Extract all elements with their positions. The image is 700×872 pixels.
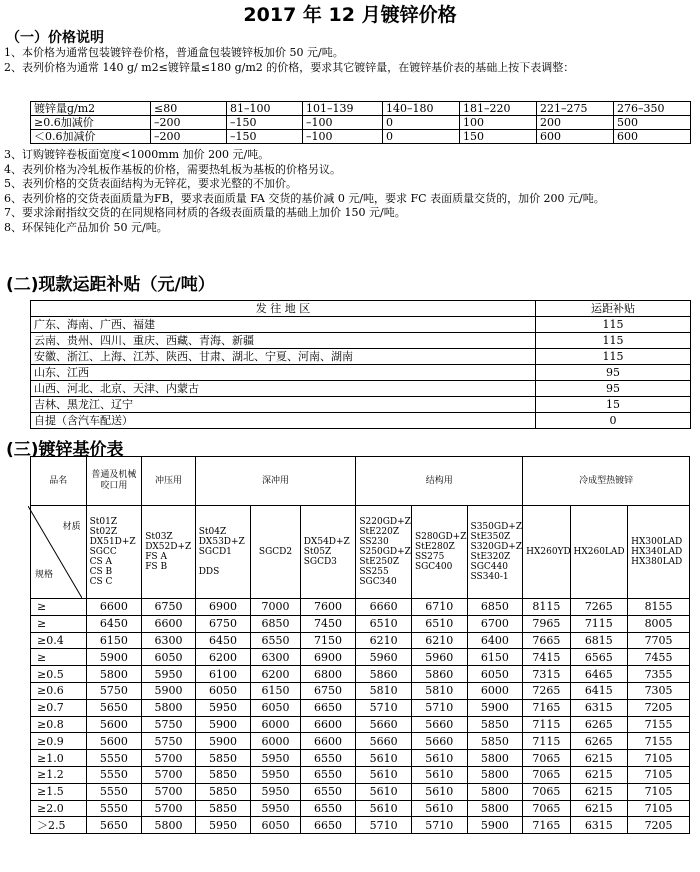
note-5: 5、表列价格的交货表面结构为无锌花，要求光整的不加价。 — [4, 177, 297, 190]
table-cell: 15 — [536, 397, 691, 413]
price-cell: 6050 — [251, 817, 300, 834]
price-cell: 5660 — [356, 716, 412, 733]
table-cell: 95 — [536, 365, 691, 381]
table-row — [31, 817, 690, 834]
price-cell: 7155 — [628, 733, 690, 750]
spec-cell: ≥0.4 — [31, 632, 87, 649]
price-cell: 5850 — [467, 733, 523, 750]
note-2: 2、表列价格为通常 140 g/ m2≤镀锌量≤180 g/m2 的价格，要求其它镀锌量，在镀锌基价表的基础上按下表调整： — [4, 60, 575, 74]
price-cell: 5660 — [411, 733, 467, 750]
price-cell: 5610 — [411, 783, 467, 800]
note-7: 7、要求涂耐指纹交货的在同规格同材质的各级表面质量的基础上加价 150 元/吨。 — [4, 206, 406, 219]
price-cell: 7065 — [523, 766, 570, 783]
price-cell: 5710 — [411, 699, 467, 716]
table-cell: 101–139 — [303, 102, 383, 116]
price-cell: 6550 — [300, 800, 356, 817]
price-cell: 8115 — [523, 599, 570, 616]
price-cell: 6550 — [251, 632, 300, 649]
price-cell: 7105 — [628, 783, 690, 800]
note-1: 1、本价格为通常包装镀锌卷价格，普通盒包装镀锌板加价 50 元/吨。 — [4, 46, 344, 59]
price-cell: 5710 — [411, 817, 467, 834]
table-header-row — [31, 457, 690, 506]
material-grade-row — [31, 506, 690, 599]
table-cell: –150 — [227, 116, 303, 130]
price-cell: 7665 — [523, 632, 570, 649]
price-cell: 7965 — [523, 615, 570, 632]
cold-forming-header: 冷成型热镀锌 — [523, 457, 690, 506]
price-cell: 5900 — [467, 817, 523, 834]
spec-cell: ≥0.5 — [31, 666, 87, 683]
table-row — [31, 632, 690, 649]
price-cell: 6150 — [467, 649, 523, 666]
grade-cell: DX54D+Z St05Z SGCD3 — [300, 506, 356, 599]
price-cell: 5950 — [251, 750, 300, 767]
price-cell: 5900 — [467, 699, 523, 716]
table-cell: –150 — [227, 130, 303, 144]
price-cell: 7105 — [628, 800, 690, 817]
price-cell: 5950 — [195, 817, 251, 834]
price-cell: 6300 — [142, 632, 196, 649]
price-cell: 5900 — [142, 682, 196, 699]
price-cell: 5850 — [195, 783, 251, 800]
price-cell: 6000 — [251, 716, 300, 733]
price-cell: 5750 — [86, 682, 142, 699]
price-cell: 6000 — [251, 733, 300, 750]
table-cell: 云南、贵州、四川、重庆、西藏、青海、新疆 — [31, 333, 536, 349]
price-cell: 5800 — [467, 783, 523, 800]
price-cell: 5800 — [142, 817, 196, 834]
price-cell: 6600 — [86, 599, 142, 616]
price-cell: 7115 — [523, 716, 570, 733]
material-spec-corner — [31, 506, 87, 599]
price-cell: 7415 — [523, 649, 570, 666]
price-cell: 6850 — [251, 615, 300, 632]
price-cell: 5800 — [467, 800, 523, 817]
galvanized-base-price-table — [30, 456, 690, 834]
table-row — [31, 599, 690, 616]
price-cell: 6600 — [300, 716, 356, 733]
note-6: 6、表列价格的交货表面质量为FB，要求表面质量 FA 交货的基价减 0 元/吨，要求 FC 表面质量交货的，加价 200 元/吨。 — [4, 191, 605, 205]
price-cell: 5850 — [195, 800, 251, 817]
price-cell: 5900 — [86, 649, 142, 666]
table-header-row — [31, 102, 691, 116]
price-cell: 5810 — [356, 682, 412, 699]
table-row — [31, 116, 691, 130]
price-cell: 6900 — [300, 649, 356, 666]
table-header-row — [31, 301, 691, 317]
price-cell: 6510 — [411, 615, 467, 632]
table-cell: 276–350 — [614, 102, 691, 116]
price-cell: 6000 — [467, 682, 523, 699]
price-cell: 6700 — [467, 615, 523, 632]
table-cell: 600 — [537, 130, 614, 144]
price-cell: 6200 — [195, 649, 251, 666]
price-cell: 5850 — [467, 716, 523, 733]
price-cell: 6215 — [570, 750, 628, 767]
grade-cell: SGCD2 — [251, 506, 300, 599]
price-cell: 6210 — [356, 632, 412, 649]
section1-notes-after — [4, 148, 694, 235]
price-cell: 6550 — [300, 766, 356, 783]
grade-cell: S220GD+Z StE220Z SS230 S250GD+Z StE250Z SS255 SGC340 — [356, 506, 412, 599]
table-cell: 115 — [536, 349, 691, 365]
price-cell: 5610 — [356, 766, 412, 783]
section2-heading: (二)现款运距补贴（元/吨） — [6, 275, 215, 295]
table-row — [31, 649, 690, 666]
stamping-header: 冲压用 — [142, 457, 196, 506]
price-cell: 5750 — [142, 733, 196, 750]
price-cell: 6050 — [467, 666, 523, 683]
price-cell: 5650 — [86, 817, 142, 834]
price-cell: 6200 — [251, 666, 300, 683]
price-cell: 6650 — [300, 817, 356, 834]
price-cell: 6450 — [86, 615, 142, 632]
price-cell: 7315 — [523, 666, 570, 683]
section3-heading: (三)镀锌基价表 — [6, 440, 124, 460]
table-cell: 95 — [536, 381, 691, 397]
price-cell: 7305 — [628, 682, 690, 699]
price-cell: 7155 — [628, 716, 690, 733]
grade-cell: St04Z DX53D+Z SGCD1 DDS — [195, 506, 251, 599]
table-cell: 150 — [460, 130, 537, 144]
price-cell: 6750 — [300, 682, 356, 699]
table-row — [31, 381, 691, 397]
grade-cell: S350GD+Z StE350Z S320GD+Z StE320Z SGC440 SS340-1 — [467, 506, 523, 599]
table-cell: 0 — [536, 413, 691, 429]
price-cell: 6750 — [195, 615, 251, 632]
table-row — [31, 130, 691, 144]
price-cell: 5610 — [411, 750, 467, 767]
spec-cell: ≥1.2 — [31, 766, 87, 783]
table-row — [31, 750, 690, 767]
price-cell: 6315 — [570, 817, 628, 834]
spec-cell: ≥1.5 — [31, 783, 87, 800]
table-cell: 镀锌量g/m2 — [31, 102, 151, 116]
table-cell: 运距补贴 — [536, 301, 691, 317]
table-cell: 600 — [614, 130, 691, 144]
price-cell: 6415 — [570, 682, 628, 699]
grade-cell: St01Z St02Z DX51D+Z SGCC CS A CS B CS C — [86, 506, 142, 599]
price-cell: 5660 — [356, 733, 412, 750]
price-cell: 6565 — [570, 649, 628, 666]
price-cell: 6265 — [570, 716, 628, 733]
structural-header: 结构用 — [356, 457, 523, 506]
deep-drawing-header: 深冲用 — [195, 457, 356, 506]
section1-heading: （一）价格说明 — [6, 30, 104, 46]
table-cell: 自提（含汽车配送） — [31, 413, 536, 429]
price-cell: 5700 — [142, 766, 196, 783]
page-title: 2017 年 12 月镀锌价格 — [243, 4, 457, 26]
table-cell: 山西、河北、北京、天津、内蒙古 — [31, 381, 536, 397]
table-cell: 140–180 — [383, 102, 460, 116]
table-row — [31, 682, 690, 699]
spec-label: 规格 — [35, 570, 54, 580]
price-cell: 5700 — [142, 800, 196, 817]
price-cell: 7115 — [570, 615, 628, 632]
price-cell: 7000 — [251, 599, 300, 616]
spec-cell: ≥1.0 — [31, 750, 87, 767]
table-row — [31, 333, 691, 349]
table-row — [31, 716, 690, 733]
spec-cell: ≥0.8 — [31, 716, 87, 733]
product-name-header: 品名 — [31, 457, 87, 506]
price-cell: 5800 — [467, 766, 523, 783]
table-cell: 221–275 — [537, 102, 614, 116]
price-cell: 7600 — [300, 599, 356, 616]
freight-subsidy-table — [30, 300, 691, 429]
price-cell: 7355 — [628, 666, 690, 683]
grade-cell: HX260LAD — [570, 506, 628, 599]
table-cell: 安徽、浙江、上海、江苏、陕西、甘肃、湖北、宁夏、河南、湖南 — [31, 349, 536, 365]
price-cell: 5860 — [356, 666, 412, 683]
price-cell: 7205 — [628, 699, 690, 716]
section1-notes — [4, 46, 694, 75]
price-cell: 5960 — [356, 649, 412, 666]
price-cell: 6400 — [467, 632, 523, 649]
table-cell: –100 — [303, 130, 383, 144]
price-cell: 5900 — [195, 716, 251, 733]
spec-cell: ≥0.9 — [31, 733, 87, 750]
spec-cell: ≥0.6 — [31, 682, 87, 699]
table-cell: 100 — [460, 116, 537, 130]
price-cell: 5610 — [356, 783, 412, 800]
table-cell: 200 — [537, 116, 614, 130]
grade-cell: HX300LAD HX340LAD HX380LAD — [628, 506, 690, 599]
table-cell: 115 — [536, 317, 691, 333]
price-cell: 6465 — [570, 666, 628, 683]
price-cell: 6800 — [300, 666, 356, 683]
price-cell: 5900 — [195, 733, 251, 750]
table-row — [31, 766, 690, 783]
price-cell: 5800 — [142, 699, 196, 716]
price-cell: 6550 — [300, 783, 356, 800]
note-8: 8、环保钝化产品加价 50 元/吨。 — [4, 220, 168, 234]
table-cell: –100 — [303, 116, 383, 130]
price-cell: 7265 — [570, 599, 628, 616]
price-cell: 7265 — [523, 682, 570, 699]
price-rows — [31, 599, 690, 834]
price-cell: 6050 — [142, 649, 196, 666]
price-cell: 6850 — [467, 599, 523, 616]
price-cell: 5600 — [86, 733, 142, 750]
price-cell: 5960 — [411, 649, 467, 666]
price-cell: 6300 — [251, 649, 300, 666]
price-cell: 7105 — [628, 750, 690, 767]
price-cell: 6265 — [570, 733, 628, 750]
table-cell: 广东、海南、广西、福建 — [31, 317, 536, 333]
price-cell: 6450 — [195, 632, 251, 649]
price-cell: 5710 — [356, 817, 412, 834]
price-cell: 7705 — [628, 632, 690, 649]
price-cell: 6315 — [570, 699, 628, 716]
table-cell: 181–220 — [460, 102, 537, 116]
table-row — [31, 800, 690, 817]
price-cell: 5860 — [411, 666, 467, 683]
price-cell: 6215 — [570, 800, 628, 817]
grade-cell: HX260YD — [523, 506, 570, 599]
price-cell: 5750 — [142, 716, 196, 733]
table-row — [31, 733, 690, 750]
price-cell: 5850 — [195, 766, 251, 783]
price-cell: 7205 — [628, 817, 690, 834]
table-row — [31, 317, 691, 333]
price-cell: 6215 — [570, 783, 628, 800]
zinc-coating-adjustment-table — [30, 101, 691, 144]
table-cell: –200 — [151, 116, 227, 130]
price-cell: 5850 — [195, 750, 251, 767]
price-cell: 7455 — [628, 649, 690, 666]
price-cell: 6210 — [411, 632, 467, 649]
price-cell: 6050 — [195, 682, 251, 699]
price-cell: 7065 — [523, 750, 570, 767]
spec-cell: ＞2.5 — [31, 817, 87, 834]
price-cell: 6550 — [300, 750, 356, 767]
price-cell: 5650 — [86, 699, 142, 716]
table-row — [31, 349, 691, 365]
price-cell: 6600 — [300, 733, 356, 750]
price-cell: 5610 — [411, 800, 467, 817]
price-cell: 5550 — [86, 800, 142, 817]
price-cell: 6750 — [142, 599, 196, 616]
price-cell: 5610 — [356, 750, 412, 767]
table-cell: 发 往 地 区 — [31, 301, 536, 317]
table-cell: ≥0.6加减价 — [31, 116, 151, 130]
price-cell: 5610 — [356, 800, 412, 817]
price-cell: 6815 — [570, 632, 628, 649]
price-cell: 6510 — [356, 615, 412, 632]
price-cell: 6215 — [570, 766, 628, 783]
price-cell: 5950 — [195, 699, 251, 716]
spec-cell: ≥ — [31, 649, 87, 666]
price-cell: 5950 — [251, 783, 300, 800]
note-4: 4、表列价格为冷轧板作基板的价格，需要热轧板为基板的价格另议。 — [4, 162, 341, 176]
price-cell: 6900 — [195, 599, 251, 616]
price-cell: 7450 — [300, 615, 356, 632]
table-row — [31, 413, 691, 429]
table-cell: ≤80 — [151, 102, 227, 116]
grade-cell: St03Z DX52D+Z FS A FS B — [142, 506, 196, 599]
price-cell: 6150 — [86, 632, 142, 649]
price-cell: 5800 — [467, 750, 523, 767]
price-cell: 5550 — [86, 750, 142, 767]
price-cell: 6660 — [356, 599, 412, 616]
material-label: 材质 — [62, 522, 81, 532]
table-cell: 0 — [383, 116, 460, 130]
table-cell: –200 — [151, 130, 227, 144]
price-cell: 5660 — [411, 716, 467, 733]
price-cell: 5610 — [411, 766, 467, 783]
table-row — [31, 397, 691, 413]
price-cell: 7150 — [300, 632, 356, 649]
price-cell: 6650 — [300, 699, 356, 716]
table-cell: 吉林、黑龙江、辽宁 — [31, 397, 536, 413]
grade-cell: S280GD+Z StE280Z SS275 SGC400 — [411, 506, 467, 599]
price-cell: 7165 — [523, 817, 570, 834]
table-cell: 0 — [383, 130, 460, 144]
price-cell: 7165 — [523, 699, 570, 716]
price-cell: 6100 — [195, 666, 251, 683]
price-cell: 5950 — [251, 766, 300, 783]
price-cell: 7105 — [628, 766, 690, 783]
price-cell: 6600 — [142, 615, 196, 632]
table-row — [31, 615, 690, 632]
table-cell: 115 — [536, 333, 691, 349]
spec-cell: ≥ — [31, 599, 87, 616]
table-row — [31, 699, 690, 716]
table-row — [31, 666, 690, 683]
table-cell: 81–100 — [227, 102, 303, 116]
price-cell: 6150 — [251, 682, 300, 699]
price-cell: 5950 — [142, 666, 196, 683]
price-cell: 5550 — [86, 783, 142, 800]
price-cell: 8155 — [628, 599, 690, 616]
table-row — [31, 365, 691, 381]
price-cell: 5710 — [356, 699, 412, 716]
price-cell: 5700 — [142, 750, 196, 767]
price-cell: 7065 — [523, 783, 570, 800]
price-cell: 5800 — [86, 666, 142, 683]
table-cell: 500 — [614, 116, 691, 130]
general-use-header: 普通及机械咬口用 — [86, 457, 142, 506]
spec-cell: ≥2.0 — [31, 800, 87, 817]
note-3: 3、订购镀锌卷板面宽度<1000mm 加价 200 元/吨。 — [4, 148, 270, 161]
price-cell: 8005 — [628, 615, 690, 632]
price-cell: 5810 — [411, 682, 467, 699]
price-cell: 5700 — [142, 783, 196, 800]
spec-cell: ≥0.7 — [31, 699, 87, 716]
table-cell: 山东、江西 — [31, 365, 536, 381]
price-cell: 5600 — [86, 716, 142, 733]
table-cell: ＜0.6加减价 — [31, 130, 151, 144]
price-cell: 7115 — [523, 733, 570, 750]
spec-cell: ≥ — [31, 615, 87, 632]
price-cell: 5550 — [86, 766, 142, 783]
price-cell: 7065 — [523, 800, 570, 817]
price-cell: 5950 — [251, 800, 300, 817]
price-cell: 6710 — [411, 599, 467, 616]
price-cell: 6050 — [251, 699, 300, 716]
table-row — [31, 783, 690, 800]
diagonal-divider — [28, 506, 82, 598]
